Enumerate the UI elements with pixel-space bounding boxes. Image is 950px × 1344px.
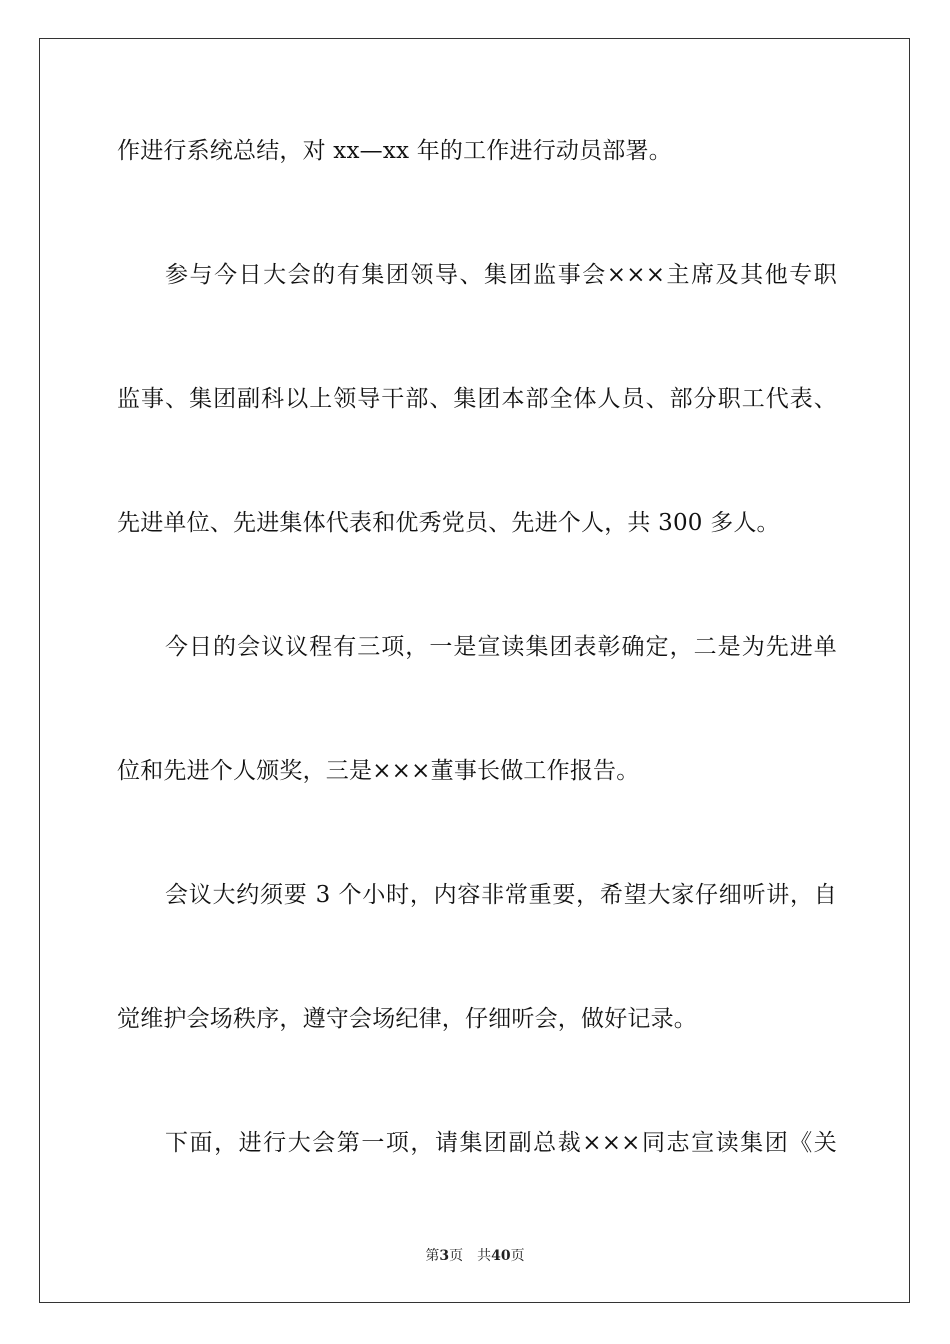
text-line-7: 会议大约须要 3 个小时，内容非常重要，希望大家仔细听讲，自 bbox=[165, 882, 837, 908]
text-line-4: 先进单位、先进集体代表和优秀党员、先进个人，共 300 多人。 bbox=[117, 510, 780, 536]
text-line-2: 参与今日大会的有集团领导、集团监事会×××主席及其他专职 bbox=[165, 262, 837, 288]
text-line-8: 觉维护会场秩序，遵守会场纪律，仔细听会，做好记录。 bbox=[117, 1006, 697, 1032]
page-border bbox=[39, 38, 910, 1303]
text-line-3: 监事、集团副科以上领导干部、集团本部全体人员、部分职工代表、 bbox=[117, 386, 837, 412]
text-line-9: 下面，进行大会第一项，请集团副总裁×××同志宣读集团《关 bbox=[165, 1130, 837, 1156]
footer-page-prefix: 第 bbox=[425, 1248, 440, 1264]
text-line-1: 作进行系统总结，对 xx—xx 年的工作进行动员部署。 bbox=[117, 138, 672, 164]
text-line-5: 今日的会议议程有三项，一是宣读集团表彰确定，二是为先进单 bbox=[165, 634, 837, 660]
footer-total-prefix: 共 bbox=[477, 1248, 492, 1264]
footer-page-number: 3 bbox=[439, 1248, 450, 1264]
text-line-6: 位和先进个人颁奖，三是×××董事长做工作报告。 bbox=[117, 758, 640, 784]
page-footer bbox=[0, 1246, 950, 1266]
footer-total-number: 40 bbox=[491, 1248, 511, 1264]
footer-page-suffix: 页 bbox=[449, 1248, 464, 1264]
footer-total-suffix: 页 bbox=[510, 1248, 525, 1264]
